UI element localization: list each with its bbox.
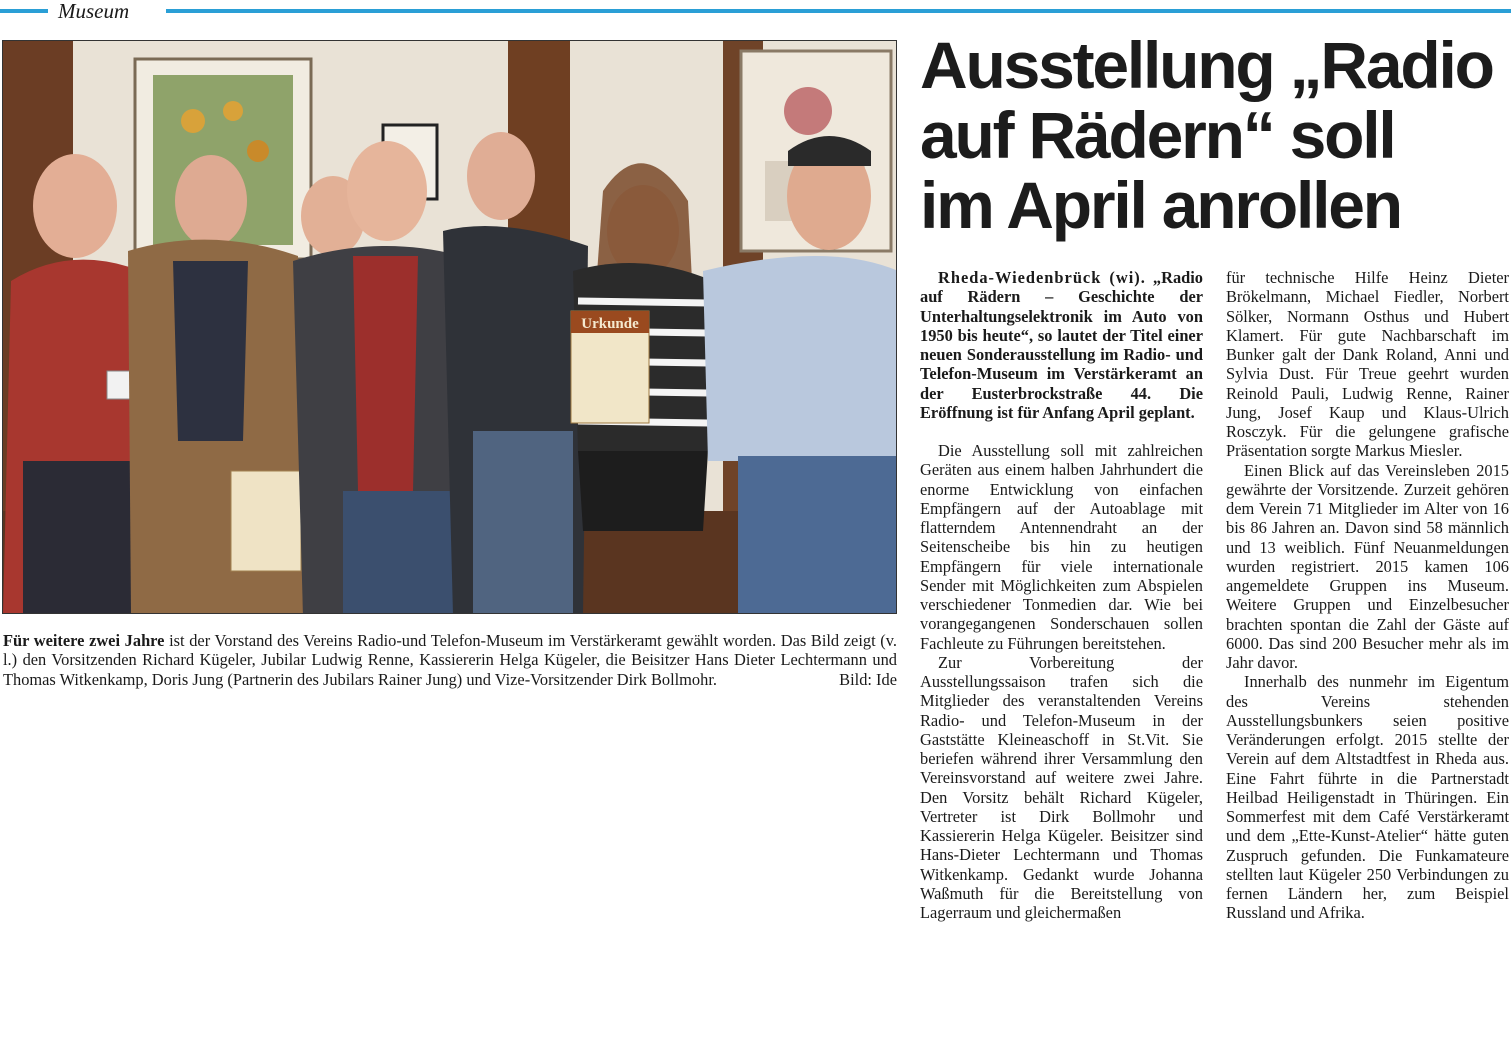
article-column-2 (1226, 268, 1509, 923)
rubric-rule-left (0, 9, 48, 13)
group-photo (2, 40, 897, 614)
headline-line-3: im April anrollen (920, 168, 1401, 242)
paragraph-1: Die Ausstellung soll mit zahlreichen Geräten aus einem halben Jahrhundert die enorme Entwicklung von einfachen Empfängern auf der Autoablage mit flatterndem Antennendraht an der Seitenscheibe bis hin zu heutigen Empfängern für viele internationale Sender mit Möglichkeiten zum Abspielen verschiedener Tonmedien dar. Wie bei vorangegangenen Sonderschauen sollen Fachleute zu Führungen bereitstehen. (920, 441, 1203, 653)
caption-text: ist der Vorstand des Vereins Radio-und Telefon-Museum im Verstärkeramt gewählt worden. Das Bild zeigt (v. l.) den Vorsitzenden Richard Kügeler, Jubilar Ludwig Renne, Kassiererin Helga Kügeler, die Beisitzer Hans Dieter Lechtermann und Thomas Witkenkamp, Doris Jung (Partnerin des Jubilars Rainer Jung) und Vize-Vorsitzender Dirk Bollmohr. (3, 631, 897, 689)
paragraph-2-continued: für technische Hilfe Heinz Dieter Brökelmann, Michael Fiedler, Norbert Sölker, Normann Osthus und Hubert Klamert. Für gute Nachbarschaft im Bunker galt der Dank Roland, Anni und Sylvia Dust. Für Treue geehrt wurden Reinold Pauli, Ludwig Renne, Rainer Jung, Josef Kaup und Klaus-Ulrich Rosczyk. Für die gelungene grafische Präsentation sorgte Markus Miesler. (1226, 268, 1509, 461)
rubric-rule-right (166, 9, 1511, 13)
article-headline (920, 30, 1510, 240)
certificate-title: Urkunde (581, 316, 639, 332)
dateline: Rheda-Wiedenbrück (wi). (938, 268, 1146, 287)
article-intro (920, 268, 1203, 422)
section-rubric: Museum (58, 0, 130, 23)
caption-lead: Für weitere zwei Jahre (3, 631, 165, 650)
paragraph-4: Innerhalb des nunmehr im Eigentum des Vereins stehenden Ausstellungsbunkers seien positive Veränderungen erfolgt. 2015 stellte der Verein auf dem Altstadtfest in Rheda aus. Eine Fahrt führte in die Partnerstadt Heilbad Heiligenstadt in Thüringen. Ein Sommerfest mit dem Café Verstärkeramt und dem „Ette-Kunst-Atelier“ hätte guten Zuspruch gefunden. Die Funkamateure stellten laut Kügeler 250 Verbindungen zu fernen Ländern her, zum Beispiel Russland und Afrika. (1226, 672, 1509, 923)
paragraph-2: Zur Vorbereitung der Ausstellungssaison trafen sich die Mitglieder des veranstaltenden Vereins Radio- und Telefon-Museum in der Gaststätte Kleineaschoff in St.Vit. Sie beriefen während ihrer Versammlung den Vereinsvorstand auf weitere zwei Jahre. Den Vorsitz behält Richard Kügeler, Vertreter ist Dirk Bollmohr und Kassiererin Helga Kügeler. Beisitzer sind Hans-Dieter Lechtermann und Thomas Witkenkamp. Gedankt wurde Johanna Waßmuth für die Bereitstellung von Lagerraum und gleichermaßen (920, 652, 1203, 922)
photo-caption (3, 631, 897, 689)
paragraph-3: Einen Blick auf das Vereinsleben 2015 gewährte der Vorsitzende. Zurzeit gehören dem Verein 71 Mitglieder im Alter von 16 bis 86 Jahren an. Davon sind 58 männlich und 13 weiblich. Fünf Neuanmeldungen wurden registriert. 2015 kamen 106 angemeldete Gruppen ins Museum. Weitere Gruppen und Einzelbesucher brachten spontan die Zahl der Gäste auf 6000. Das sind 200 Besucher mehr als im Jahr davor. (1226, 460, 1509, 672)
headline-line-2: auf Rädern“ soll (920, 98, 1395, 172)
photo-credit: Bild: Ide (839, 669, 897, 689)
article-column-1 (920, 268, 1203, 922)
intro-text: „Radio auf Rädern – Geschichte der Unterhaltungselektronik im Auto von 1950 bis heute“, so lautet der Titel einer neuen Sonderausstellung im Radio- und Telefon-Museum im Verstärkeramt an der Eusterbrockstraße 44. Die Eröffnung ist für Anfang April geplant. (920, 268, 1203, 422)
headline-line-1: Ausstellung „Radio (920, 28, 1493, 102)
